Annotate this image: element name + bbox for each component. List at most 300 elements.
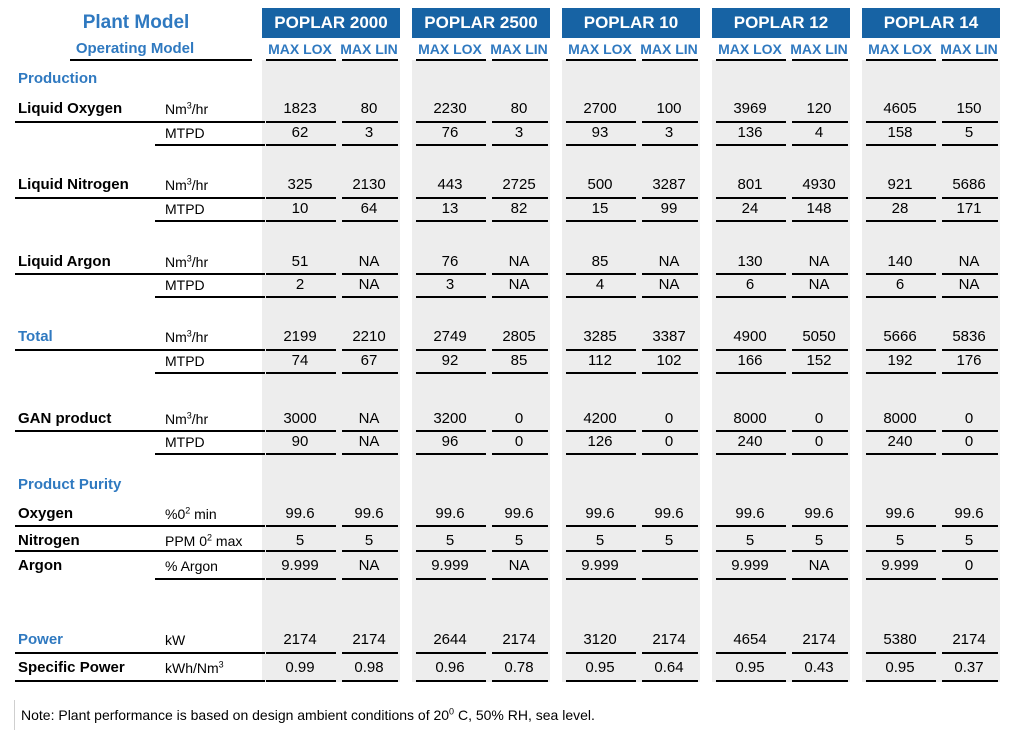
table-cell: 5 (814, 532, 824, 549)
unit-superscript: 3 (186, 253, 192, 264)
row-divider (492, 144, 548, 146)
table-cell: NA (658, 276, 680, 293)
mode-header-max-lox: MAX LOX (418, 41, 482, 57)
table-cell: 4200 (583, 410, 617, 427)
table-cell: 166 (737, 352, 763, 369)
row-divider (642, 372, 698, 374)
row-divider (15, 273, 265, 275)
table-cell: 2130 (352, 176, 386, 193)
row-divider (566, 296, 636, 298)
table-cell: 3 (445, 276, 455, 293)
row-divider (266, 144, 336, 146)
row-divider (866, 525, 936, 527)
row-divider (266, 372, 336, 374)
table-cell: 90 (291, 433, 309, 450)
row-divider (492, 296, 548, 298)
row-divider (792, 578, 848, 580)
row-divider (416, 372, 486, 374)
unit-superscript: 3 (186, 100, 192, 111)
row-divider (866, 197, 936, 199)
row-label: Liquid Nitrogen (18, 176, 129, 193)
row-divider (942, 197, 998, 199)
row-label: Specific Power (18, 659, 125, 676)
table-cell: 8000 (883, 410, 917, 427)
row-divider (642, 525, 698, 527)
table-cell: 8000 (733, 410, 767, 427)
table-cell: 5050 (802, 328, 836, 345)
table-cell: 80 (510, 100, 528, 117)
table-cell: 3 (514, 124, 524, 141)
table-cell: 4654 (733, 631, 767, 648)
row-divider (492, 652, 548, 654)
table-cell: NA (358, 557, 380, 574)
unit-superscript: 3 (218, 659, 224, 670)
row-divider (716, 197, 786, 199)
table-cell: 82 (510, 200, 528, 217)
model-header-4: POPLAR 12 (712, 8, 850, 38)
table-cell: 99.6 (585, 505, 615, 522)
table-cell: 148 (806, 200, 832, 217)
row-unit (165, 629, 185, 651)
row-divider (266, 197, 336, 199)
row-divider (342, 430, 398, 432)
table-cell: 152 (806, 352, 832, 369)
row-divider (416, 296, 486, 298)
row-divider (492, 680, 548, 682)
row-divider (716, 372, 786, 374)
row-divider (342, 525, 398, 527)
row-divider (566, 680, 636, 682)
row-unit (165, 326, 208, 348)
table-cell: 5 (964, 124, 974, 141)
row-divider (566, 197, 636, 199)
table-cell: 0.99 (285, 659, 315, 676)
row-divider (716, 652, 786, 654)
table-cell: 0 (964, 557, 974, 574)
row-divider (792, 144, 848, 146)
table-cell: 150 (956, 100, 982, 117)
table-cell: 99.6 (804, 505, 834, 522)
mode-header-underline (416, 59, 486, 61)
mode-header-max-lin: MAX LIN (640, 41, 698, 57)
row-divider (866, 220, 936, 222)
row-divider (416, 144, 486, 146)
table-cell: NA (358, 433, 380, 450)
row-divider (642, 220, 698, 222)
table-cell: 126 (587, 433, 613, 450)
row-divider (155, 296, 265, 298)
table-cell: 0 (664, 410, 674, 427)
table-cell: 5 (745, 532, 755, 549)
model-header-2: POPLAR 2500 (412, 8, 550, 38)
table-cell: 0 (514, 410, 524, 427)
table-cell: 99.6 (354, 505, 384, 522)
row-divider (342, 197, 398, 199)
unit-suffix: /hr (191, 411, 209, 427)
row-divider (416, 349, 486, 351)
table-cell: 99.6 (885, 505, 915, 522)
table-cell: 158 (887, 124, 913, 141)
table-cell: 0.78 (504, 659, 534, 676)
table-cell: 443 (437, 176, 463, 193)
row-divider (492, 550, 548, 552)
row-divider (716, 453, 786, 455)
row-divider (266, 220, 336, 222)
row-divider (716, 220, 786, 222)
table-cell: 5 (595, 532, 605, 549)
row-divider (716, 121, 786, 123)
row-divider (942, 121, 998, 123)
row-divider (342, 144, 398, 146)
row-divider (342, 453, 398, 455)
table-cell: 2805 (502, 328, 536, 345)
table-cell: 120 (806, 100, 832, 117)
table-cell: 0.95 (735, 659, 765, 676)
row-divider (416, 652, 486, 654)
row-unit (165, 251, 208, 273)
table-cell: 4605 (883, 100, 917, 117)
table-cell: 2749 (433, 328, 467, 345)
unit-superscript: 3 (186, 410, 192, 421)
mode-header-underline (942, 59, 998, 61)
row-divider (866, 430, 936, 432)
table-cell: 176 (956, 352, 982, 369)
table-cell: 99.6 (504, 505, 534, 522)
row-divider (792, 430, 848, 432)
table-cell: 140 (887, 253, 913, 270)
table-cell: 4930 (802, 176, 836, 193)
row-divider (792, 349, 848, 351)
row-unit (165, 122, 205, 144)
table-cell: 112 (588, 352, 612, 369)
row-divider (716, 273, 786, 275)
table-cell: NA (958, 276, 980, 293)
table-cell: NA (508, 253, 530, 270)
table-cell: 3387 (652, 328, 686, 345)
row-divider (492, 220, 548, 222)
row-divider (792, 652, 848, 654)
row-divider (492, 525, 548, 527)
table-cell: 64 (360, 200, 378, 217)
mode-header-max-lox: MAX LOX (568, 41, 632, 57)
table-cell: 240 (887, 433, 913, 450)
table-cell: 5380 (883, 631, 917, 648)
unit-suffix: /hr (191, 254, 209, 270)
row-label: GAN product (18, 410, 112, 427)
model-header-1: POPLAR 2000 (262, 8, 400, 38)
row-unit (165, 174, 208, 196)
table-cell: 9.999 (881, 557, 919, 574)
row-divider (642, 652, 698, 654)
table-cell: 5 (445, 532, 455, 549)
row-divider (566, 578, 636, 580)
table-cell: 3969 (733, 100, 767, 117)
row-divider (15, 525, 265, 527)
table-cell: NA (808, 557, 830, 574)
unit-text: %0 (165, 506, 186, 522)
unit-text: Nm (165, 411, 187, 427)
table-cell: 2174 (952, 631, 986, 648)
table-cell: 5 (664, 532, 674, 549)
table-cell: 2644 (433, 631, 467, 648)
row-divider (716, 430, 786, 432)
unit-text: MTPD (165, 201, 205, 217)
row-divider (716, 296, 786, 298)
table-cell: 5836 (952, 328, 986, 345)
table-cell: 102 (656, 352, 682, 369)
table-cell: 192 (887, 352, 913, 369)
row-divider (416, 220, 486, 222)
mode-header-max-lox: MAX LOX (868, 41, 932, 57)
table-cell: 4 (814, 124, 824, 141)
row-divider (942, 578, 998, 580)
row-divider (492, 578, 548, 580)
row-divider (342, 652, 398, 654)
unit-text: kWh/Nm (165, 660, 219, 676)
row-divider (266, 121, 336, 123)
table-cell: 0 (514, 433, 524, 450)
row-divider (792, 372, 848, 374)
row-divider (792, 197, 848, 199)
row-divider (342, 273, 398, 275)
table-cell: 93 (591, 124, 609, 141)
mode-header-underline (866, 59, 936, 61)
row-divider (792, 453, 848, 455)
row-divider (642, 296, 698, 298)
row-divider (942, 273, 998, 275)
table-cell: 5 (295, 532, 305, 549)
table-cell: 99.6 (285, 505, 315, 522)
row-divider (492, 430, 548, 432)
table-cell: 9.999 (431, 557, 469, 574)
row-divider (642, 430, 698, 432)
row-divider (792, 121, 848, 123)
row-divider (942, 550, 998, 552)
row-divider (155, 220, 265, 222)
row-divider (266, 273, 336, 275)
row-unit (165, 98, 208, 120)
row-divider (492, 273, 548, 275)
row-divider (942, 453, 998, 455)
row-divider (155, 144, 265, 146)
mode-header-max-lin: MAX LIN (340, 41, 398, 57)
table-cell: 0.95 (885, 659, 915, 676)
row-divider (566, 430, 636, 432)
table-cell: 2230 (433, 100, 467, 117)
row-divider (942, 296, 998, 298)
mode-header-underline (716, 59, 786, 61)
model-header-3: POPLAR 10 (562, 8, 700, 38)
row-divider (792, 550, 848, 552)
unit-superscript: 2 (207, 532, 213, 543)
row-divider (792, 525, 848, 527)
table-cell: 99.6 (735, 505, 765, 522)
row-divider (716, 144, 786, 146)
table-cell: NA (808, 276, 830, 293)
row-divider (15, 550, 265, 552)
row-divider (942, 652, 998, 654)
table-cell: 0.37 (954, 659, 984, 676)
table-cell: 3200 (433, 410, 467, 427)
mode-header-underline (342, 59, 398, 61)
table-cell: 9.999 (281, 557, 319, 574)
table-cell: 3287 (652, 176, 686, 193)
row-divider (342, 372, 398, 374)
row-divider (566, 349, 636, 351)
table-cell: 5 (964, 532, 974, 549)
row-divider (942, 430, 998, 432)
row-divider (155, 453, 265, 455)
row-unit (165, 503, 217, 525)
row-divider (492, 121, 548, 123)
section-product-purity: Product Purity (18, 476, 122, 493)
row-divider (266, 578, 336, 580)
row-label: Nitrogen (18, 532, 80, 549)
mode-header-underline (266, 59, 336, 61)
row-divider (342, 349, 398, 351)
row-divider (416, 680, 486, 682)
table-cell: 99.6 (654, 505, 684, 522)
row-divider (642, 273, 698, 275)
table-cell: 67 (360, 352, 378, 369)
table-cell: 3 (364, 124, 374, 141)
unit-text: kW (165, 632, 186, 648)
table-cell: 2210 (352, 328, 386, 345)
row-divider (416, 550, 486, 552)
row-divider (492, 372, 548, 374)
row-divider (866, 453, 936, 455)
table-cell: 3120 (583, 631, 617, 648)
table-cell: 0 (814, 410, 824, 427)
table-cell: 76 (441, 253, 459, 270)
table-cell: 80 (360, 100, 378, 117)
row-divider (716, 349, 786, 351)
row-divider (866, 578, 936, 580)
unit-text: Nm (165, 254, 187, 270)
table-cell: 3000 (283, 410, 317, 427)
row-divider (942, 349, 998, 351)
row-divider (416, 273, 486, 275)
note-text: Note: Plant performance is based on design ambient conditions of 20 (21, 707, 450, 723)
table-cell: 62 (291, 124, 309, 141)
row-divider (15, 652, 265, 654)
row-divider (866, 349, 936, 351)
unit-superscript: 2 (185, 505, 191, 516)
operating-model-title: Operating Model (75, 40, 195, 57)
row-divider (15, 349, 265, 351)
row-label: Argon (18, 557, 63, 574)
row-unit (165, 555, 218, 577)
row-divider (342, 550, 398, 552)
row-divider (866, 273, 936, 275)
table-cell: 24 (741, 200, 759, 217)
table-cell: 0 (664, 433, 674, 450)
mode-header-max-lox: MAX LOX (718, 41, 782, 57)
mode-header-max-lin: MAX LIN (490, 41, 548, 57)
row-divider (416, 430, 486, 432)
unit-text: MTPD (165, 434, 205, 450)
unit-text: % Argon (165, 558, 218, 574)
row-divider (266, 652, 336, 654)
unit-text: MTPD (165, 125, 205, 141)
model-header-5: POPLAR 14 (862, 8, 1000, 38)
row-divider (15, 680, 265, 682)
unit-superscript: 3 (186, 176, 192, 187)
table-cell: 85 (591, 253, 609, 270)
row-divider (566, 121, 636, 123)
row-divider (492, 197, 548, 199)
table-cell: 74 (291, 352, 309, 369)
mode-header-max-lox: MAX LOX (268, 41, 332, 57)
table-cell: NA (658, 253, 680, 270)
table-cell: 3 (664, 124, 674, 141)
row-unit (165, 657, 224, 679)
table-cell: 76 (441, 124, 459, 141)
row-divider (716, 550, 786, 552)
row-divider (566, 453, 636, 455)
table-cell: 15 (591, 200, 609, 217)
table-cell: NA (358, 276, 380, 293)
row-label: Liquid Oxygen (18, 100, 123, 117)
row-divider (792, 220, 848, 222)
row-divider (866, 550, 936, 552)
table-cell: 5 (364, 532, 374, 549)
row-divider (866, 121, 936, 123)
table-cell: 5 (895, 532, 905, 549)
note-superscript: 0 (449, 706, 455, 717)
row-divider (342, 578, 398, 580)
table-cell: 10 (291, 200, 309, 217)
unit-suffix: /hr (191, 177, 209, 193)
table-cell: 28 (891, 200, 909, 217)
table-cell: 5666 (883, 328, 917, 345)
row-divider (155, 578, 265, 580)
table-cell: NA (958, 253, 980, 270)
row-divider (642, 453, 698, 455)
table-cell: 2725 (502, 176, 536, 193)
row-divider (942, 372, 998, 374)
table-cell: 130 (737, 253, 763, 270)
row-divider (866, 296, 936, 298)
row-divider (342, 296, 398, 298)
row-divider (266, 525, 336, 527)
row-divider (342, 220, 398, 222)
table-cell: 2 (295, 276, 305, 293)
row-divider (642, 197, 698, 199)
row-divider (566, 525, 636, 527)
table-cell: 1823 (283, 100, 317, 117)
row-divider (15, 121, 265, 123)
row-divider (416, 121, 486, 123)
table-cell: 2174 (802, 631, 836, 648)
table-cell: 0 (964, 410, 974, 427)
row-divider (416, 197, 486, 199)
row-unit (165, 274, 205, 296)
table-cell: 0.43 (804, 659, 834, 676)
row-divider (566, 273, 636, 275)
row-label: Power (18, 631, 64, 648)
row-divider (642, 144, 698, 146)
table-cell: NA (508, 557, 530, 574)
row-divider (942, 220, 998, 222)
mode-header-underline (566, 59, 636, 61)
table-cell: NA (358, 410, 380, 427)
row-unit (165, 198, 205, 220)
title-underline (70, 59, 252, 61)
table-cell: 85 (510, 352, 528, 369)
row-divider (566, 372, 636, 374)
row-divider (566, 550, 636, 552)
